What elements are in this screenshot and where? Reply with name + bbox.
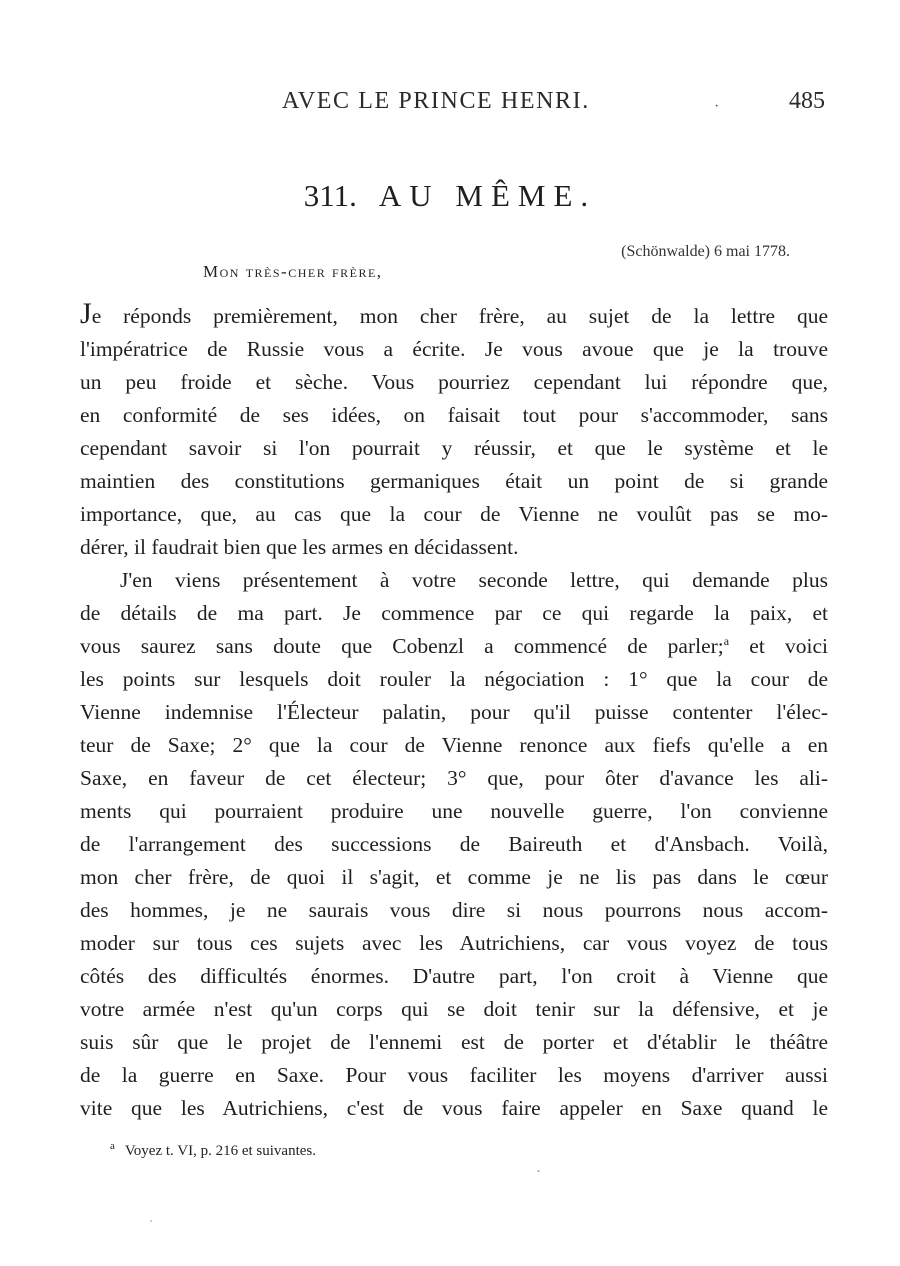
- text-line: dérer, il faudrait bien que les armes en décidassent.: [80, 535, 519, 559]
- text-line: vous saurez sans doute que Cobenzl a commencé de parler;$^a$ et voici: [80, 633, 828, 658]
- letter-heading: [0, 178, 900, 214]
- text-line: importance, que, au cas que la cour de Vienne ne voulût pas se mo-: [80, 502, 828, 526]
- text-line: de la guerre en Saxe. Pour vous faciliter les moyens d'arriver aussi: [80, 1063, 828, 1087]
- paragraph-1: [80, 297, 828, 564]
- text-line: suis sûr que le projet de l'ennemi est de porter et d'établir le théâtre: [80, 1030, 828, 1054]
- text-line: vite que les Autrichiens, c'est de vous faire appeler en Saxe quand le: [80, 1096, 828, 1120]
- running-title: AVEC LE PRINCE HENRI.: [282, 88, 590, 114]
- letter-body: [80, 297, 828, 1125]
- dateline: (Schönwalde) 6 mai 1778.: [621, 243, 790, 260]
- print-speck: [150, 1220, 152, 1222]
- text-line: Saxe, en faveur de cet électeur; 3° que, pour ôter d'avance les ali-: [80, 766, 828, 790]
- footnote-text: Voyez t. VI, p. 216 et suivantes.: [124, 1143, 316, 1159]
- footnote-reference[interactable]: a: [723, 633, 730, 648]
- footnote-marker: a: [110, 1140, 115, 1152]
- text-line: un peu froide et sèche. Vous pourriez cependant lui répondre que,: [80, 370, 828, 394]
- text-line: de détails de ma part. Je commence par ce qui regarde la paix, et: [80, 601, 828, 625]
- text-line: de l'arrangement des successions de Baireuth et d'Ansbach. Voilà,: [80, 832, 828, 856]
- text-line: J'en viens présentement à votre seconde lettre, qui demande plus: [120, 568, 828, 592]
- text-line: ments qui pourraient produire une nouvelle guerre, l'on convienne: [80, 799, 828, 823]
- letter-number: 311.: [303, 178, 357, 213]
- letter-title: AU MÊME.: [378, 178, 597, 213]
- running-head: [0, 88, 900, 124]
- page-number: 485: [789, 88, 825, 114]
- text-line: en conformité de ses idées, on faisait tout pour s'accommoder, sans: [80, 403, 828, 427]
- text-line: les points sur lesquels doit rouler la négociation : 1° que la cour de: [80, 667, 828, 691]
- text-line: cependant savoir si l'on pourrait y réussir, et que le système et le: [80, 436, 828, 460]
- text-line: côtés des difficultés énormes. D'autre part, l'on croit à Vienne que: [80, 964, 828, 988]
- text-line: moder sur tous ces sujets avec les Autrichiens, car vous voyez de tous: [80, 931, 828, 955]
- text-line: des hommes, je ne saurais vous dire si nous pourrons nous accom-: [80, 898, 828, 922]
- text-line: teur de Saxe; 2° que la cour de Vienne renonce aux fiefs qu'elle a en: [80, 733, 828, 757]
- text-line: l'impératrice de Russie vous a écrite. Je vous avoue que je la trouve: [80, 337, 828, 361]
- paragraph-2: [80, 564, 828, 1125]
- running-dot: ·: [714, 98, 720, 115]
- salutation: Mon très-cher frère,: [203, 262, 383, 281]
- text-line: Vienne indemnise l'Électeur palatin, pour qu'il puisse contenter l'élec-: [80, 700, 828, 724]
- footnote: [110, 1140, 316, 1160]
- text-line: mon cher frère, de quoi il s'agit, et comme je ne lis pas dans le cœur: [80, 865, 828, 889]
- print-speck: [537, 1170, 540, 1172]
- drop-cap: J: [80, 297, 92, 330]
- text-line: Je réponds premièrement, mon cher frère, au sujet de la lettre que: [80, 297, 828, 330]
- text-line: votre armée n'est qu'un corps qui se doit tenir sur la défensive, et je: [80, 997, 828, 1021]
- text-line: maintien des constitutions germaniques était un point de si grande: [80, 469, 828, 493]
